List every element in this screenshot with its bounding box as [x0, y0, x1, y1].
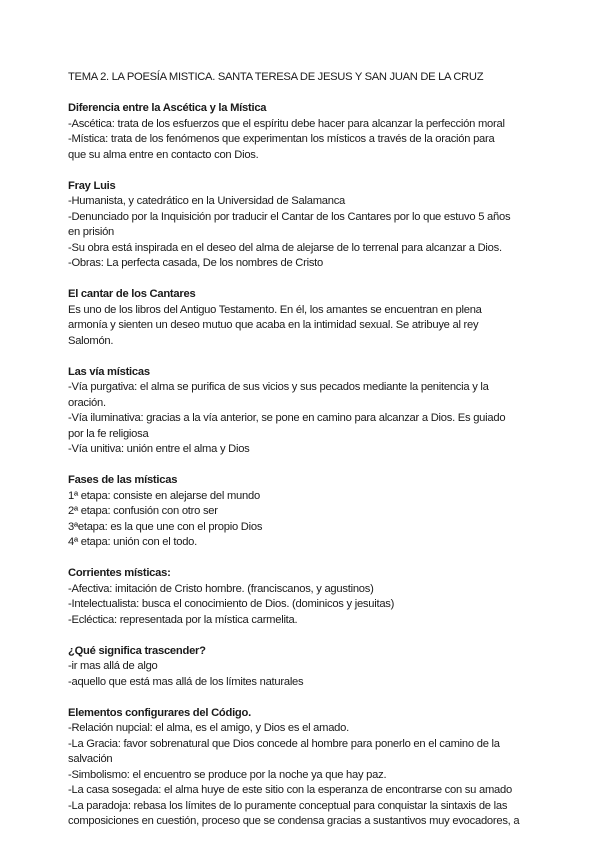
text-line: -Obras: La perfecta casada, De los nombres de Cristo	[68, 257, 324, 269]
text-line: -Su obra está inspirada en el deseo del alma de alejarse de lo terrenal para alcanzar a Dios.	[68, 241, 502, 254]
text-line: por la fe religiosa	[68, 427, 149, 440]
text-line: -ir mas allá de algo	[68, 660, 158, 672]
section-heading: Corrientes místicas:	[68, 567, 171, 579]
text-line: -aquello que está mas allá de los límites naturales	[68, 675, 304, 688]
text-line: composiciones en cuestión, proceso que se condensa gracias a sustantivos muy evocadores, a	[68, 815, 520, 827]
section-heading: Las vía místicas	[68, 365, 150, 378]
text-line: -Vía unitiva: unión entre el alma y Dios	[68, 443, 250, 455]
text-line: 4ª etapa: unión con el todo.	[68, 536, 198, 548]
text-line: Es uno de los libros del Antiguo Testamento. En él, los amantes se encuentran en plena	[68, 303, 482, 316]
text-line: -La Gracia: favor sobrenatural que Dios concede al hombre para ponerlo en el camino de la	[68, 737, 500, 750]
section-heading: El cantar de los Cantares	[68, 288, 196, 300]
text-line: oración.	[68, 396, 106, 409]
text-line: -La casa sosegada: el alma huye de este sitio con la esperanza de encontrarse con su amado	[68, 784, 512, 796]
text-line: -Mística: trata de los fenómenos que experimentan los místicos a través de la oración para	[68, 133, 495, 145]
section-heading: Fases de las místicas	[68, 474, 178, 486]
text-line: armonía y sienten un deseo mutuo que acaba en la intimidad sexual. Se atribuye al rey	[68, 319, 479, 331]
section-heading: Elementos configurares del Código.	[68, 706, 251, 719]
section-fray-luis	[68, 179, 538, 272]
section-cantar-cantares	[68, 287, 538, 349]
document-page	[68, 70, 538, 845]
document-title: TEMA 2. LA POESÍA MISTICA. SANTA TERESA DE JESUS Y SAN JUAN DE LA CRUZ	[68, 71, 484, 83]
text-line: -Relación nupcial: el alma, es el amigo, y Dios es el amado.	[68, 722, 349, 734]
section-ascetica-mistica	[68, 101, 538, 163]
section-fases-misticas	[68, 473, 538, 551]
text-line: -Denunciado por la Inquisición por traducir el Cantar de los Cantares por lo que estuvo 5 años	[68, 210, 511, 223]
section-vias-misticas	[68, 365, 538, 458]
section-heading: Diferencia entre la Ascética y la Mística	[68, 102, 267, 114]
section-trascender	[68, 644, 538, 691]
text-line: -Intelectualista: busca el conocimiento de Dios. (dominicos y jesuitas)	[68, 598, 395, 610]
text-line: 1ª etapa: consiste en alejarse del mundo	[68, 489, 260, 502]
text-line: en prisión	[68, 226, 115, 238]
text-line: -La paradoja: rebasa los límites de lo puramente conceptual para conquistar la sintaxis de las	[68, 799, 508, 812]
text-line: que su alma entre en contacto con Dios.	[68, 148, 259, 161]
text-line: 3ªetapa: es la que une con el propio Dios	[68, 520, 263, 533]
section-corrientes-misticas	[68, 566, 538, 628]
section-elementos-codigo	[68, 706, 538, 830]
text-line: salvación	[68, 753, 113, 765]
text-line: -Afectiva: imitación de Cristo hombre. (franciscanos, y agustinos)	[68, 582, 374, 595]
text-line: -Humanista, y catedrático en la Universidad de Salamanca	[68, 195, 346, 207]
text-line: -Vía purgativa: el alma se purifica de sus vicios y sus pecados mediante la penitencia y la	[68, 381, 489, 393]
text-line: -Simbolismo: el encuentro se produce por la noche ya que hay paz.	[68, 768, 387, 781]
text-line: -Vía iluminativa: gracias a la vía anterior, se pone en camino para alcanzar a Dios. Es guiado	[68, 412, 506, 424]
text-line: Salomón.	[68, 334, 114, 347]
section-heading: ¿Qué significa trascender?	[68, 644, 206, 657]
text-line: -Ascética: trata de los esfuerzos que el espíritu debe hacer para alcanzar la perfección moral	[68, 117, 505, 130]
text-line: -Ecléctica: representada por la mística carmelita.	[68, 613, 298, 626]
text-line: 2ª etapa: confusión con otro ser	[68, 505, 218, 517]
section-heading: Fray Luis	[68, 179, 116, 192]
